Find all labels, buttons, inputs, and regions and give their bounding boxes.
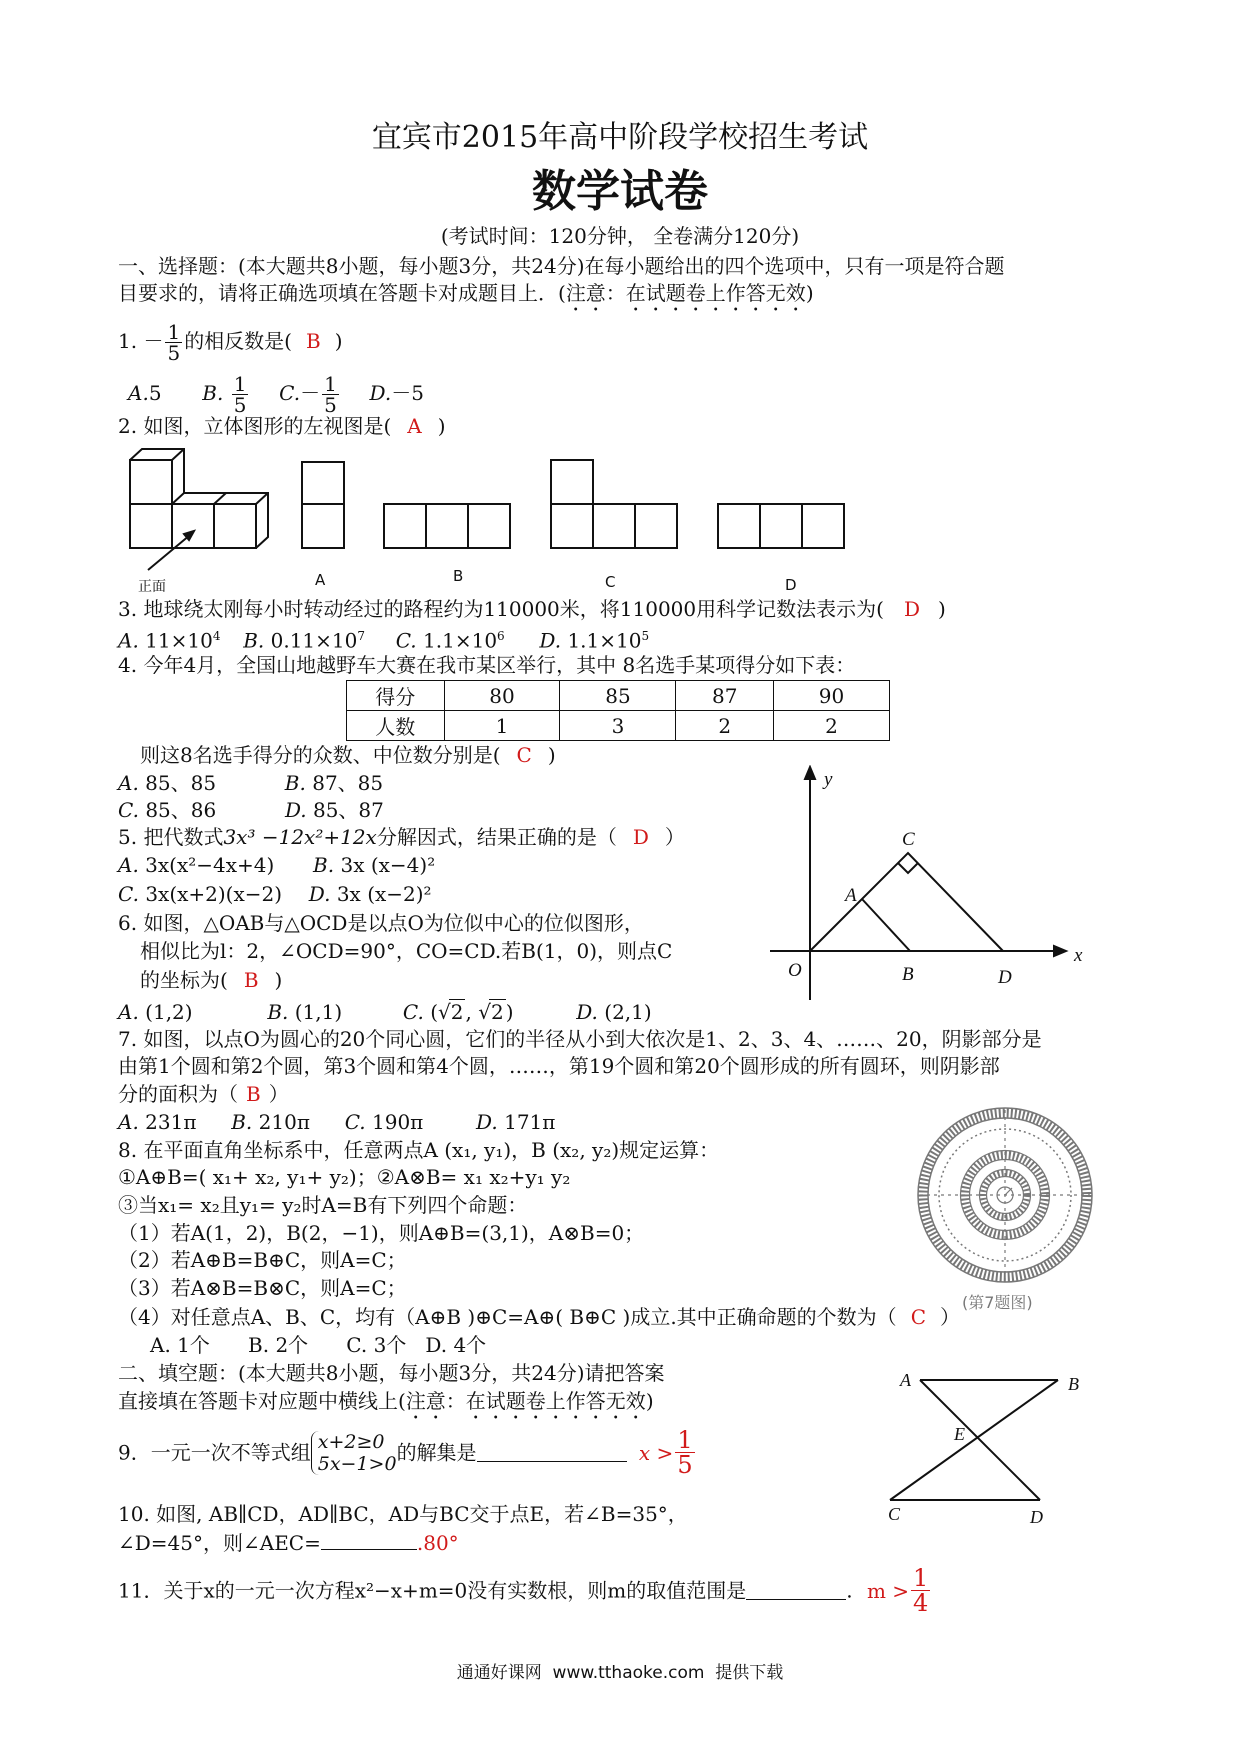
table-cell: 85 bbox=[560, 681, 676, 711]
q5-option-b-label: B. bbox=[313, 853, 335, 877]
q2-view-d bbox=[718, 504, 844, 548]
question-8-line4: （1）若A(1，2)，B(2，−1)，则A⊕B=(3,1)，A⊗B=0； bbox=[118, 1221, 645, 1245]
q6-label-x: x bbox=[1074, 945, 1083, 966]
q6-option-c-root2: 2 bbox=[490, 1000, 504, 1024]
q2-figure bbox=[118, 440, 868, 600]
q2-front-label: 正面 bbox=[138, 579, 166, 595]
question-2 bbox=[118, 414, 446, 438]
q5-options-row2 bbox=[118, 882, 432, 906]
q2-view-a bbox=[302, 462, 344, 548]
q6-label-y: y bbox=[824, 769, 833, 790]
q10-text: ∠D=45°，则∠AEC= bbox=[118, 1531, 321, 1555]
question-3-options bbox=[118, 624, 649, 653]
q6-option-a: (1,2) bbox=[145, 1000, 193, 1024]
q10-label-b: B bbox=[1068, 1374, 1079, 1394]
q5-option-b: 3x (x−4)² bbox=[340, 853, 436, 877]
q4-score-table bbox=[346, 680, 890, 741]
table-cell: 80 bbox=[444, 681, 560, 711]
q6-option-c-sep: , bbox=[465, 1000, 479, 1024]
q6-answer: B bbox=[243, 968, 259, 992]
q3-option-b-exp: 7 bbox=[357, 629, 365, 643]
table-row bbox=[347, 681, 890, 711]
q6-label-a: A bbox=[845, 885, 857, 906]
question-6-line1: 6. 如图，△OAB与△OCD是以点O为位似中心的位似图形， bbox=[118, 911, 644, 935]
exam-info: (考试时间：120分钟， 全卷满分120分) bbox=[440, 224, 800, 248]
q5-option-a: 3x(x²−4x+4) bbox=[145, 853, 275, 877]
q1-option-a-label: A. bbox=[128, 381, 149, 405]
q6-label-o: O bbox=[788, 960, 802, 981]
q6-segment-ab bbox=[862, 899, 910, 951]
q7-concentric-circles-figure bbox=[915, 1105, 1095, 1285]
question-7-line1: 7. 如图，以点O为圆心的20个同心圆，它们的半径从小到大依次是1、2、3、4、……、20，阴影部分是 bbox=[118, 1027, 1042, 1051]
q9-inequality-system bbox=[311, 1431, 397, 1475]
q5-expression: 3x³ −12x²+12x bbox=[223, 825, 377, 849]
section2-note: 注意：在试题卷上作答无效 bbox=[405, 1389, 646, 1413]
question-4: 4. 今年4月，全国山地越野车大赛在我市某区举行，其中 8名选手某项得分如下表： bbox=[118, 653, 856, 677]
table-cell: 人数 bbox=[347, 711, 445, 741]
question-1 bbox=[118, 322, 343, 363]
q4-answer: C bbox=[516, 743, 532, 767]
q9-answer-blank[interactable] bbox=[477, 1443, 627, 1462]
question-3 bbox=[118, 597, 946, 621]
q5-options-row1 bbox=[118, 853, 435, 877]
q11-answer-fraction bbox=[911, 1566, 930, 1615]
q7-option-c: 190π bbox=[372, 1110, 424, 1134]
q1-fraction bbox=[165, 322, 182, 363]
q4-question-text: 则这8名选手得分的众数、中位数分别是( bbox=[140, 743, 501, 767]
q6-option-b-label: B. bbox=[267, 1000, 289, 1024]
q6-option-c-close: ) bbox=[505, 1000, 514, 1024]
q10-answer: .80° bbox=[416, 1531, 459, 1555]
q7-option-c-label: C. bbox=[344, 1110, 366, 1134]
q10-segment-ad bbox=[920, 1380, 1040, 1500]
q3-option-b-label: B. bbox=[243, 628, 265, 653]
q5-text: 分解因式，结果正确的是（ bbox=[376, 825, 617, 849]
q11-answer-denominator: 4 bbox=[913, 1589, 929, 1617]
q7-option-d-label: D. bbox=[476, 1110, 498, 1134]
q8-text: （4）对任意点A、B、C，均有（A⊕B )⊕C=A⊕( B⊕C )成立.其中正确命题的个数为（ bbox=[118, 1305, 897, 1329]
q2-solid bbox=[130, 449, 268, 548]
question-6-options: A. (1,2) B. (1,1) C. (√2 , √2 ) D. (2,1) bbox=[118, 1000, 652, 1024]
q3-option-a: 11×10 bbox=[145, 628, 213, 653]
section2-note-close: ) bbox=[645, 1389, 654, 1413]
q4-option-d: 85、87 bbox=[312, 798, 384, 822]
table-cell: 得分 bbox=[347, 681, 445, 711]
q6-right-angle-mark bbox=[898, 863, 918, 873]
q3-answer: D bbox=[903, 597, 920, 621]
table-cell: 90 bbox=[773, 681, 889, 711]
q1-close: ) bbox=[334, 329, 343, 353]
q3-option-d: 1.1×10 bbox=[567, 628, 642, 653]
table-cell: 2 bbox=[773, 711, 889, 741]
q4-option-b: 87、85 bbox=[312, 771, 384, 795]
q5-option-d-label: D. bbox=[308, 882, 331, 906]
q7-text: 分的面积为（ bbox=[118, 1082, 238, 1106]
q6-option-c-root1: 2 bbox=[450, 1000, 464, 1024]
q5-option-d: 3x (x−2)² bbox=[336, 882, 432, 906]
exam-title: 数学试卷 bbox=[532, 166, 708, 217]
q7-close: ） bbox=[268, 1082, 289, 1106]
section1-instruction: 目要求的，请将正确选项填在答题卡对成题目上．( bbox=[118, 281, 566, 305]
q7-figure-caption: (第7题图) bbox=[962, 1293, 1033, 1312]
q1-option-b bbox=[232, 374, 249, 415]
q6-x-arrow bbox=[1054, 946, 1066, 956]
q1-option-b-denominator: 5 bbox=[233, 393, 247, 417]
q1-option-c bbox=[322, 374, 339, 415]
q6-triangle-ocd bbox=[810, 853, 1003, 951]
q6-text: 的坐标为( bbox=[140, 968, 228, 992]
q9-answer-numerator: 1 bbox=[677, 1426, 693, 1454]
section1-note-close: ) bbox=[805, 281, 814, 305]
q9-text: 的解集是 bbox=[396, 1440, 477, 1465]
section2-heading-line1: 二、填空题：(本大题共8小题，每小题3分，共24分)请把答案 bbox=[118, 1361, 665, 1385]
q3-option-a-exp: 4 bbox=[212, 629, 221, 643]
section2-instruction: 直接填在答题卡对应题中横线上( bbox=[118, 1389, 406, 1413]
q1-option-c-denominator: 5 bbox=[324, 393, 337, 417]
q11-dot: . bbox=[846, 1578, 853, 1603]
section1-note: 注意：在试题卷上作答无效 bbox=[565, 281, 806, 305]
question-8-line7 bbox=[118, 1305, 960, 1329]
question-10-line2 bbox=[118, 1531, 459, 1555]
q11-answer-prefix: m > bbox=[866, 1578, 910, 1603]
question-8-line3: ③当x₁= x₂且y₁= y₂时A=B有下列四个命题： bbox=[118, 1193, 528, 1217]
q9-answer-fraction bbox=[675, 1428, 694, 1477]
q3-option-c: 1.1×10 bbox=[423, 628, 498, 653]
question-7-line3 bbox=[118, 1082, 289, 1106]
q10-segment-bc bbox=[890, 1380, 1058, 1500]
question-6-line3 bbox=[140, 968, 282, 992]
q4-option-a-label: A. bbox=[118, 771, 139, 795]
q6-option-d: (2,1) bbox=[604, 1000, 652, 1024]
table-cell: 3 bbox=[560, 711, 676, 741]
q6-option-b: (1,1) bbox=[294, 1000, 343, 1024]
q2-answer: A bbox=[407, 414, 422, 438]
q4-close: ) bbox=[547, 743, 556, 767]
q3-option-d-label: D. bbox=[539, 628, 562, 653]
question-11 bbox=[118, 1566, 932, 1615]
q4-option-d-label: D. bbox=[284, 798, 307, 822]
q9-inequality-1: x+2≥0 bbox=[317, 1430, 385, 1453]
q2-view-b bbox=[384, 504, 510, 548]
q6-option-c-label: C. bbox=[402, 1000, 424, 1024]
question-8-options: A. 1个 B. 2个 C. 3个 D. 4个 bbox=[150, 1333, 487, 1357]
q6-option-c-open: ( bbox=[430, 1000, 438, 1024]
q3-close: ) bbox=[937, 597, 946, 621]
question-8-line1: 8. 在平面直角坐标系中，任意两点A (x₁, y₁)，B (x₂, y₂)规定运算： bbox=[118, 1138, 720, 1162]
question-6-line2: 相似比为l：2，∠OCD=90°，CO=CD.若B(1，0)，则点C bbox=[140, 939, 673, 963]
exam-subtitle: 宜宾市2015年高中阶段学校招生考试 bbox=[371, 120, 869, 155]
q11-answer-blank[interactable] bbox=[746, 1581, 846, 1600]
q1-prefix: 1. － bbox=[118, 329, 164, 353]
q4-options-row2 bbox=[118, 798, 384, 822]
q6-y-arrow bbox=[805, 767, 815, 779]
q10-label-a: A bbox=[900, 1370, 911, 1390]
q8-close: ） bbox=[940, 1305, 960, 1329]
table-cell: 1 bbox=[444, 711, 560, 741]
q8-answer: C bbox=[910, 1305, 926, 1329]
q7-radius-mark bbox=[1005, 1188, 1012, 1195]
q7-option-d: 171π bbox=[504, 1110, 556, 1134]
q1-denominator: 5 bbox=[167, 341, 181, 365]
question-8-line6: （3）若A⊗B=B⊗C，则A=C； bbox=[118, 1276, 407, 1300]
q5-answer: D bbox=[632, 825, 649, 849]
q7-option-b: 210π bbox=[258, 1110, 310, 1134]
q1-option-c-numerator: 1 bbox=[324, 372, 337, 396]
table-cell: 2 bbox=[676, 711, 774, 741]
q7-option-a: 231π bbox=[145, 1110, 197, 1134]
question-8-line2: ①A⊕B=( x₁+ x₂, y₁+ y₂)；②A⊗B= x₁ x₂+y₁ y₂ bbox=[118, 1165, 571, 1189]
table-cell: 87 bbox=[676, 681, 774, 711]
q1-text: 的相反数是( bbox=[184, 329, 292, 353]
q3-option-d-exp: 5 bbox=[641, 629, 650, 643]
section2-heading-line2 bbox=[118, 1389, 654, 1424]
q2-text: 2. 如图，立体图形的左视图是( bbox=[118, 414, 392, 438]
question-1-options bbox=[128, 374, 424, 415]
q1-numerator: 1 bbox=[167, 320, 181, 344]
question-8-line5: （2）若A⊕B=B⊕C，则A=C； bbox=[118, 1248, 407, 1272]
q5-option-c: 3x(x+2)(x−2) bbox=[145, 882, 283, 906]
q2-label-a: A bbox=[315, 571, 326, 589]
q1-option-c-sign: － bbox=[300, 381, 321, 405]
question-7-line2: 由第1个圆和第2个圆，第3个圆和第4个圆，……，第19个圆和第20个圆形成的所有圆环，则阴影部 bbox=[118, 1054, 1000, 1078]
q4-question bbox=[140, 743, 556, 767]
q4-option-a: 85、85 bbox=[145, 771, 217, 795]
q10-label-c: C bbox=[888, 1504, 901, 1524]
q7-option-b-label: B. bbox=[231, 1110, 253, 1134]
q4-option-b-label: B. bbox=[284, 771, 306, 795]
q3-option-b: 0.11×10 bbox=[270, 628, 358, 653]
q10-answer-blank[interactable] bbox=[321, 1531, 417, 1550]
q3-option-a-label: A. bbox=[118, 628, 139, 653]
q9-inequality-2: 5x−1>0 bbox=[317, 1452, 397, 1475]
table-row bbox=[347, 711, 890, 741]
q2-view-c bbox=[551, 460, 677, 548]
q10-figure bbox=[880, 1360, 1120, 1530]
q2-label-d: D bbox=[785, 576, 797, 594]
q9-answer-denominator: 5 bbox=[677, 1451, 693, 1479]
q1-option-b-numerator: 1 bbox=[233, 372, 247, 396]
q4-option-c-label: C. bbox=[118, 798, 139, 822]
q6-label-c: C bbox=[902, 829, 915, 850]
q3-option-c-exp: 6 bbox=[497, 629, 505, 643]
q5-prefix: 5. 把代数式 bbox=[118, 825, 224, 849]
question-7-options bbox=[118, 1110, 555, 1134]
q5-option-a-label: A. bbox=[118, 853, 139, 877]
q6-label-b: B bbox=[902, 964, 914, 985]
q2-label-b: B bbox=[453, 567, 464, 585]
q5-close: ） bbox=[664, 825, 685, 849]
q1-option-c-label: C. bbox=[279, 381, 301, 405]
q2-close: ) bbox=[437, 414, 446, 438]
q9-prefix: 9．一元一次不等式组 bbox=[118, 1440, 311, 1465]
section1-heading-line1: 一、选择题：(本大题共8小题，每小题3分，共24分)在每小题给出的四个选项中，只有一项是符合题 bbox=[118, 254, 1005, 278]
question-10-line1: 10. 如图, AB∥CD，AD∥BC，AD与BC交于点E，若∠B=35°， bbox=[118, 1502, 688, 1526]
q6-close: ) bbox=[274, 968, 283, 992]
q1-option-d-label: D. bbox=[369, 381, 392, 405]
page-footer: 通通好课网 www.tthaoke.com 提供下载 bbox=[456, 1663, 784, 1683]
q1-option-d: －5 bbox=[391, 381, 424, 405]
q2-label-c: C bbox=[605, 573, 616, 591]
q10-label-e: E bbox=[954, 1424, 965, 1444]
q10-label-d: D bbox=[1030, 1507, 1043, 1527]
q6-option-d-label: D. bbox=[576, 1000, 598, 1024]
q7-answer: B bbox=[246, 1082, 261, 1106]
q6-label-d: D bbox=[998, 967, 1012, 988]
q3-text: 3. 地球绕太刚每小时转动经过的路程约为110000米，将110000用科学记数法表示为( bbox=[118, 597, 884, 621]
section1-heading-line2 bbox=[118, 281, 814, 316]
q4-options-row1 bbox=[118, 771, 383, 795]
q6-coordinate-figure bbox=[760, 765, 1090, 1005]
q4-option-c: 85、86 bbox=[145, 798, 217, 822]
question-5 bbox=[118, 825, 685, 849]
q11-answer-numerator: 1 bbox=[913, 1564, 929, 1592]
q1-answer: B bbox=[306, 329, 321, 353]
question-9 bbox=[118, 1428, 697, 1477]
q1-option-b-label: B. bbox=[202, 381, 224, 405]
q11-text: 11．关于x的一元一次方程x²−x+m=0没有实数根，则m的取值范围是 bbox=[118, 1578, 747, 1603]
q5-option-c-label: C. bbox=[118, 882, 139, 906]
q6-option-a-label: A. bbox=[118, 1000, 139, 1024]
q9-answer-prefix: x > bbox=[638, 1440, 674, 1465]
q7-option-a-label: A. bbox=[118, 1110, 139, 1134]
q1-option-a: 5 bbox=[148, 381, 162, 405]
q3-option-c-label: C. bbox=[395, 628, 417, 653]
